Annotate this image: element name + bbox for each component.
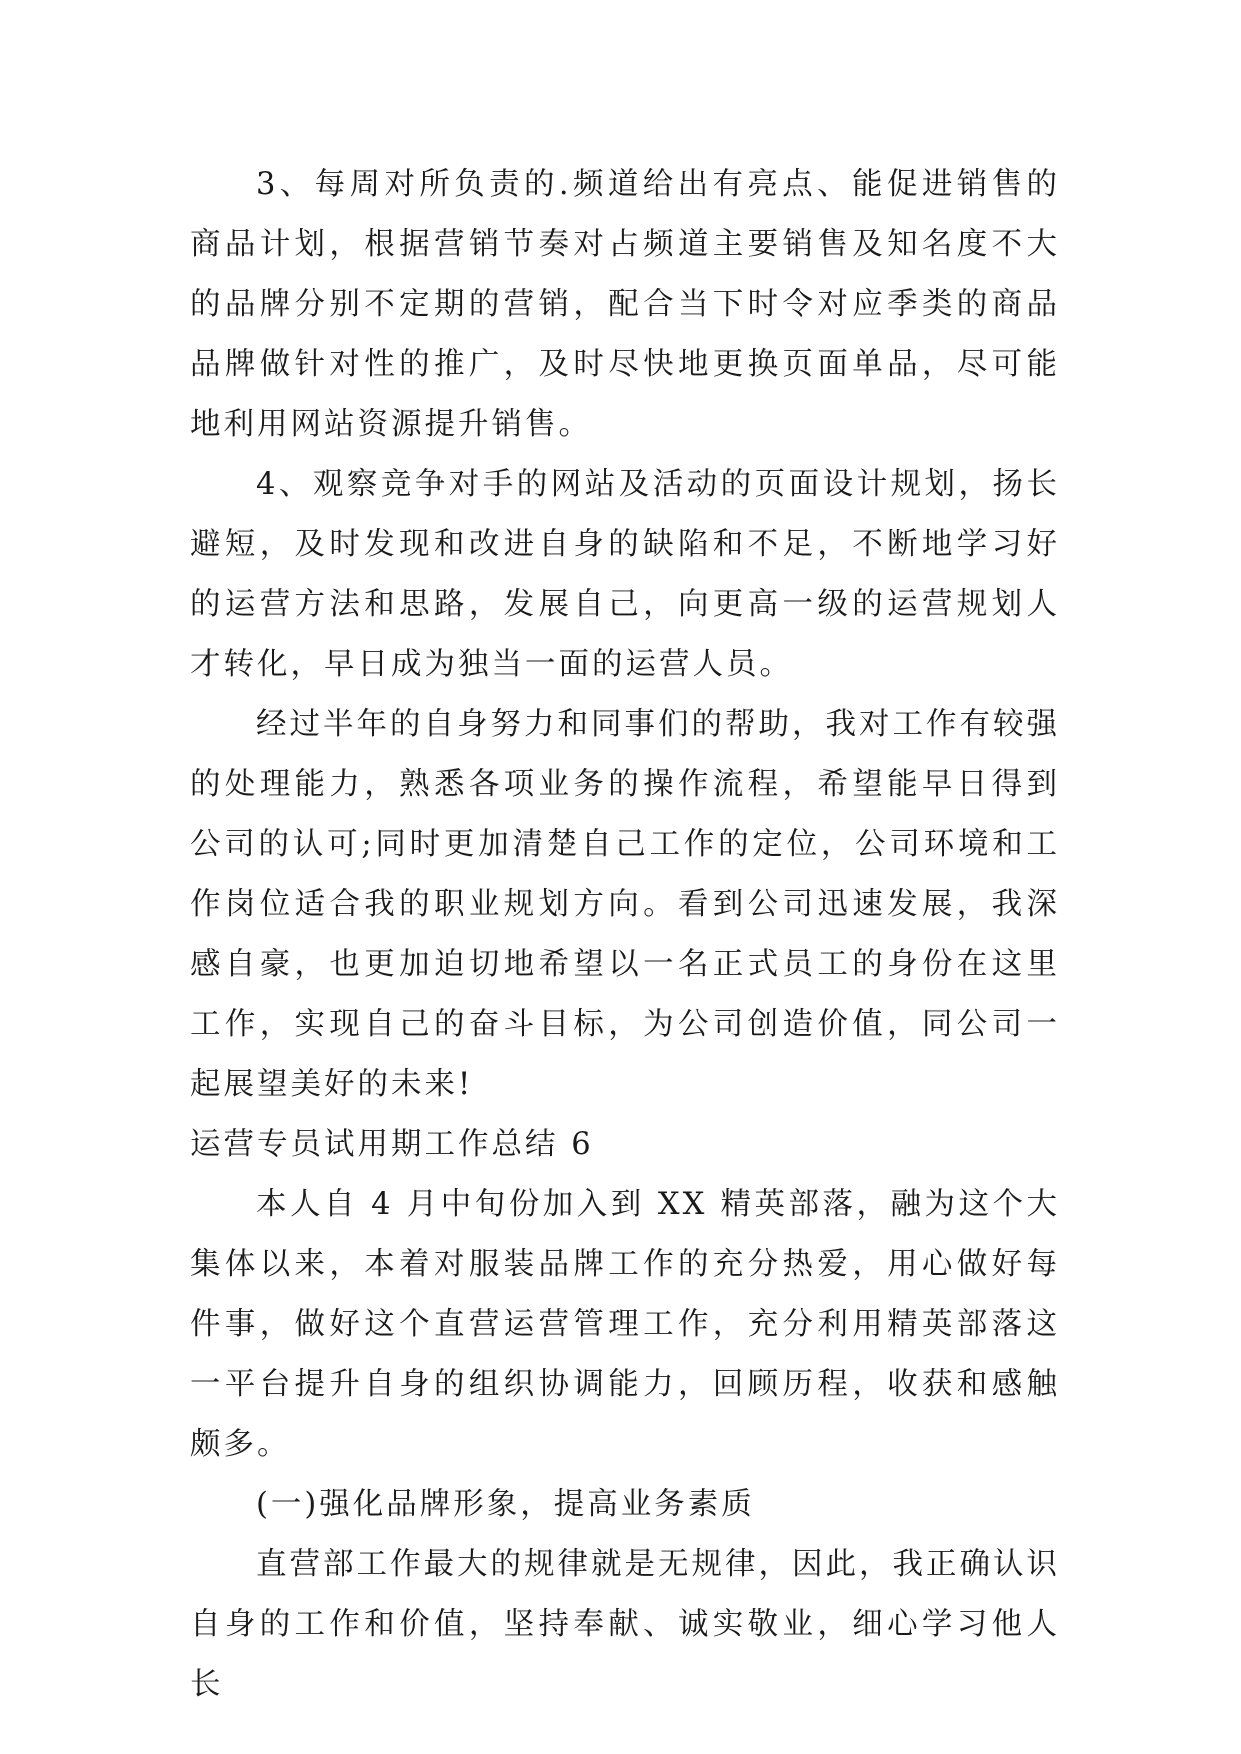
paragraph-intro: 本人自 4 月中旬份加入到 XX 精英部落，融为这个大集体以来，本着对服装品牌工作的充分热爱，用心做好每件事，做好这个直营运营管理工作，充分利用精英部落这一平台提升自身的组织协调能力，回顾历程，收获和感触颇多。	[190, 1187, 1060, 1462]
paragraph-item-3: 3、每周对所负责的.频道给出有亮点、能促进销售的商品计划，根据营销节奏对占频道主要销售及知名度不大的品牌分别不定期的营销，配合当下时令对应季类的商品品牌做针对性的推广，及时尽快地更换页面单品，尽可能地利用网站资源提升销售。	[190, 167, 1060, 442]
section-title: 运营专员试用期工作总结 6	[190, 1127, 594, 1162]
paragraph-direct-operations: 直营部工作最大的规律就是无规律，因此，我正确认识自身的工作和价值，坚持奉献、诚实敬业，细心学习他人长	[190, 1547, 1060, 1702]
subheading-brand-image: (一)强化品牌形象，提高业务素质	[256, 1487, 755, 1522]
document-body	[190, 155, 1060, 1715]
paragraph-conclusion: 经过半年的自身努力和同事们的帮助，我对工作有较强的处理能力，熟悉各项业务的操作流程，希望能早日得到公司的认可;同时更加清楚自己工作的定位，公司环境和工作岗位适合我的职业规划方向。看到公司迅速发展，我深感自豪，也更加迫切地希望以一名正式员工的身份在这里工作，实现自己的奋斗目标，为公司创造价值，同公司一起展望美好的未来!	[190, 707, 1060, 1102]
paragraph-item-4: 4、观察竞争对手的网站及活动的页面设计规划，扬长避短，及时发现和改进自身的缺陷和不足，不断地学习好的运营方法和思路，发展自己，向更高一级的运营规划人才转化，早日成为独当一面的运营人员。	[190, 467, 1060, 682]
